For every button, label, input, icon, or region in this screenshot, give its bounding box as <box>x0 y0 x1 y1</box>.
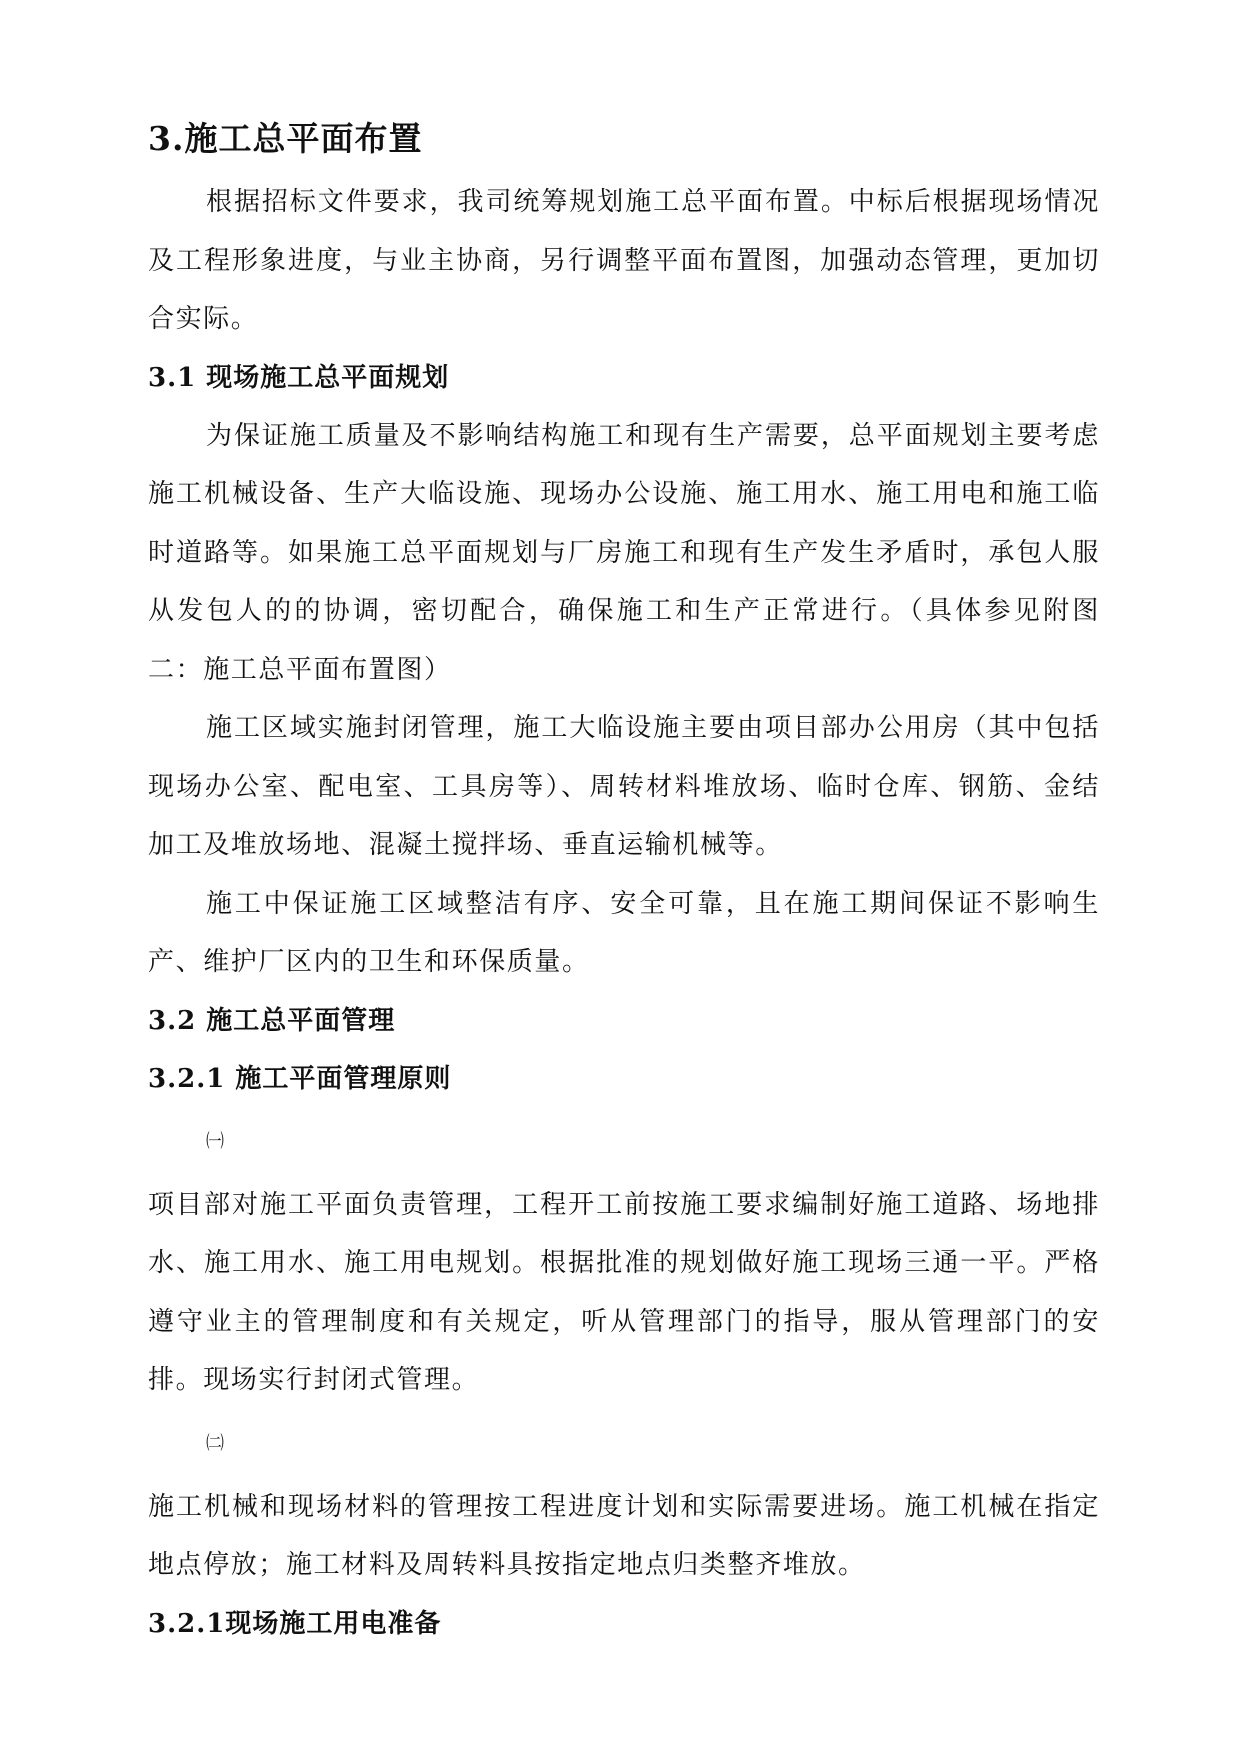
list-marker-2: ㈡ <box>206 1432 224 1454</box>
power-prep-heading: 3.2.1现场施工用电准备 <box>148 1608 442 1639</box>
planning-paragraph: 为保证施工质量及不影响结构施工和现有生产需要，总平面规划主要考虑施工机械设备、生产大临设施、现场办公设施、施工用水、施工用电和施工临时道路等。如果施工总平面规划与厂房施工和现有生产发生矛盾时，承包人服从发包人的的协调，密切配合，确保施工和生产正常进行。（具体参见附图二：施工总平面布置图） <box>148 420 1100 685</box>
section-title: 3.施工总平面布置 <box>148 119 423 158</box>
facilities-paragraph: 施工区域实施封闭管理，施工大临设施主要由项目部办公用房（其中包括现场办公室、配电室、工具房等）、周转材料堆放场、临时仓库、钢筋、金结加工及堆放场地、混凝土搅拌场、垂直运输机械等。 <box>148 713 1100 860</box>
document-page <box>148 105 1100 1653</box>
list-marker-1: ㈠ <box>206 1130 224 1152</box>
machinery-paragraph: 施工机械和现场材料的管理按工程进度计划和实际需要进场。施工机械在指定地点停放；施工材料及周转料具按指定地点归类整齐堆放。 <box>148 1491 1100 1580</box>
subsection-3-2-1-title: 3.2.1 施工平面管理原则 <box>148 1063 452 1094</box>
subsection-3-1-title: 3.1 现场施工总平面规划 <box>148 362 450 393</box>
site-order-paragraph: 施工中保证施工区域整洁有序、安全可靠，且在施工期间保证不影响生产、维护厂区内的卫生和环保质量。 <box>148 888 1100 977</box>
intro-paragraph: 根据招标文件要求，我司统筹规划施工总平面布置。中标后根据现场情况及工程形象进度，与业主协商，另行调整平面布置图，加强动态管理，更加切合实际。 <box>148 187 1100 334</box>
subsection-3-2-title: 3.2 施工总平面管理 <box>148 1005 396 1036</box>
management-paragraph: 项目部对施工平面负责管理，工程开工前按施工要求编制好施工道路、场地排水、施工用水、施工用电规划。根据批准的规划做好施工现场三通一平。严格遵守业主的管理制度和有关规定，听从管理部门的指导，服从管理部门的安排。现场实行封闭式管理。 <box>148 1189 1100 1395</box>
